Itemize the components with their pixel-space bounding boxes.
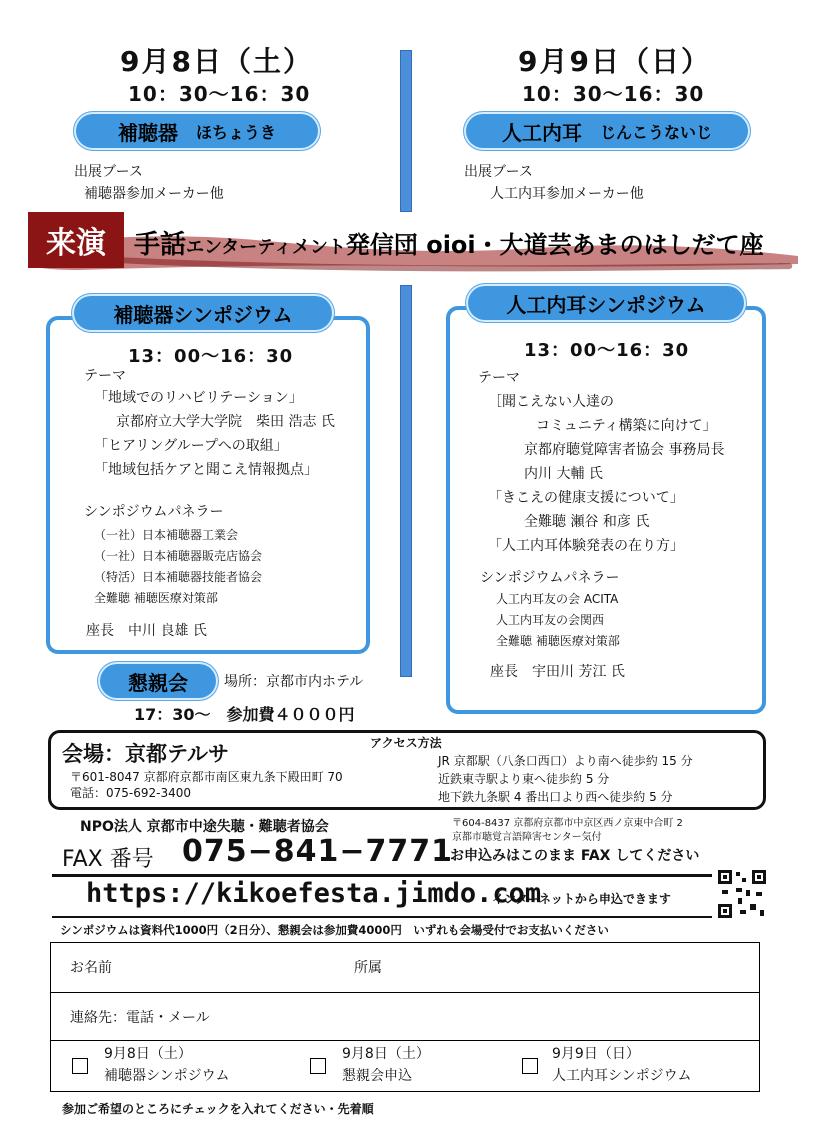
option-3-date: 9月9日（日） — [552, 1046, 640, 1062]
sym2-line-2: コミュニティ構築に向けて」 — [536, 418, 717, 434]
contact-field[interactable] — [50, 992, 760, 1040]
sym2-panelist-2: 人工内耳友の会関西 — [496, 613, 605, 627]
org-addr-2: 京都市聴覚言語障害センター気付 — [452, 832, 602, 843]
day1-booth-label: 出展ブース — [74, 164, 143, 180]
name-field[interactable] — [50, 942, 760, 992]
venue-name: 会場：京都テルサ — [62, 742, 229, 766]
sym2-panelist-1: 人工内耳友の会 ACITA — [496, 592, 619, 606]
day2-booth-label: 出展ブース — [464, 164, 533, 180]
form-contact-label: 連絡先：電話・メール — [70, 1010, 210, 1026]
venue-phone: 電話：075-692-3400 — [70, 786, 192, 800]
url-underline — [52, 916, 712, 918]
website-url[interactable]: https://kikoefesta.jimdo.com — [86, 878, 542, 909]
day2-date: 9月9日（日） — [518, 45, 711, 78]
sym1-panelist-2: （一社）日本補聴器販売店協会 — [94, 549, 263, 563]
fee-note: シンポジウムは資料代1000円（2日分）、懇親会は参加費4000円 いずれも会場受付でお支払いください — [60, 923, 609, 937]
pill-cochlear-implant — [464, 112, 750, 150]
sym1-line-2: 京都府立大学大学院 柴田 浩志 氏 — [116, 414, 335, 430]
sym1-line-1: 「地域でのリハビリテーション」 — [94, 390, 303, 406]
banner-text — [134, 224, 764, 261]
checkbox-ci-symposium[interactable] — [522, 1058, 538, 1074]
fax-number: 075−841−7771 — [182, 834, 454, 869]
pill-hearing-aid-main: 補聴器 — [117, 120, 178, 145]
banner-text-small: エンターティメント — [186, 237, 346, 258]
option-1-date: 9月8日（土） — [104, 1046, 192, 1062]
access-title: アクセス方法 — [370, 736, 442, 750]
fax-note: お申込みはこのまま FAX してください — [450, 848, 700, 864]
sym1-chair: 座長 中川 良雄 氏 — [86, 623, 207, 639]
sym1-title-pill — [72, 294, 334, 332]
sym1-panelist-3: （特活）日本補聴器技能者協会 — [94, 570, 263, 584]
banner-text-big2: 発信団 oioi・大道芸あまのはしだて座 — [345, 231, 764, 259]
sym1-panelist-1: （一社）日本補聴器工業会 — [94, 528, 239, 542]
sym2-line-6: 全難聴 瀬谷 和彦 氏 — [524, 514, 650, 530]
sym1-title: 補聴器シンポジウム — [113, 302, 293, 327]
access-line-2: 近鉄東寺駅より東へ徒歩約 5 分 — [438, 772, 610, 786]
banner-text-big1: 手話 — [134, 230, 187, 260]
pill-ci-sub: じんこうないじ — [599, 122, 712, 142]
day2-time: 10：30〜16：30 — [522, 82, 705, 106]
checkbox-hearing-aid-symposium[interactable] — [72, 1058, 88, 1074]
fax-label: FAX 番号 — [62, 847, 154, 872]
pill-ci-main: 人工内耳 — [501, 120, 582, 145]
access-line-1: JR 京都駅（八条口西口）より南へ徒歩約 15 分 — [438, 754, 693, 768]
sym2-line-4: 内川 大輔 氏 — [524, 466, 603, 482]
party-pill-label: 懇親会 — [128, 670, 188, 695]
form-footer: 参加ご希望のところにチェックを入れてください・先着順 — [62, 1102, 374, 1116]
sym1-theme-label: テーマ — [84, 368, 126, 384]
pill-hearing-aid-sub: ほちょうき — [195, 122, 276, 142]
party-place: 場所：京都市内ホテル — [224, 674, 364, 690]
sym1-line-3: 「ヒアリングループへの取組」 — [94, 438, 288, 454]
sym2-line-5: 「きこえの健康支援について」 — [488, 490, 684, 506]
sym2-chair: 座長 宇田川 芳江 氏 — [490, 664, 625, 680]
divider-bar-bottom — [400, 285, 412, 677]
sym1-panelist-4: 全難聴 補聴医療対策部 — [94, 591, 218, 605]
banner-stamp: 来演 — [28, 212, 124, 268]
fax-underline — [52, 874, 712, 877]
sym2-theme-label: テーマ — [478, 370, 520, 386]
sym2-line-3: 京都府聴覚障害者協会 事務局長 — [524, 442, 725, 458]
sym2-line-7: 「人工内耳体験発表の在り方」 — [488, 538, 684, 554]
sym2-panel-label: シンポジウムパネラー — [480, 570, 620, 586]
checkbox-party[interactable] — [310, 1058, 326, 1074]
website-note: インターネットから申込できます — [492, 892, 671, 906]
sym2-panelist-3: 全難聴 補聴医療対策部 — [496, 634, 620, 648]
option-3-label: 人工内耳シンポジウム — [552, 1068, 692, 1084]
option-1-label: 補聴器シンポジウム — [104, 1068, 230, 1084]
party-pill — [98, 662, 218, 700]
party-time-fee: 17：30〜 参加費４０００円 — [134, 705, 355, 724]
day2-booth-detail: 人工内耳参加メーカー他 — [490, 186, 644, 202]
sym1-line-4: 「地域包括ケアと聞こえ情報拠点」 — [94, 462, 318, 478]
sym2-title-pill — [466, 284, 746, 322]
day1-time: 10：30〜16：30 — [128, 82, 311, 106]
form-name-label: お名前 — [70, 960, 112, 976]
org-name: NPO法人 京都市中途失聴・難聴者協会 — [80, 819, 329, 835]
sym1-panel-label: シンポジウムパネラー — [84, 504, 224, 520]
sym2-line-1: ［聞こえない人達の — [488, 394, 614, 410]
pill-hearing-aid — [74, 112, 320, 150]
sym2-title: 人工内耳シンポジウム — [506, 292, 706, 317]
access-line-3: 地下鉄九条駅 4 番出口より西へ徒歩約 5 分 — [438, 790, 673, 804]
divider-bar-top — [400, 50, 412, 212]
sym1-time: 13：00〜16：30 — [128, 346, 294, 367]
day1-booth-detail: 補聴器参加メーカー他 — [84, 186, 224, 202]
venue-address: 〒601-8047 京都府京都市南区東九条下殿田町 70 — [70, 770, 343, 784]
qr-code-icon — [716, 868, 768, 920]
option-2-label: 懇親会申込 — [342, 1068, 412, 1084]
form-affil-label: 所属 — [354, 960, 382, 976]
option-2-date: 9月8日（土） — [342, 1046, 430, 1062]
sym2-time: 13：00〜16：30 — [524, 340, 690, 361]
day1-date: 9月8日（土） — [120, 45, 313, 78]
org-addr-1: 〒604-8437 京都府京都市中京区西ノ京東中合町 2 — [452, 818, 683, 829]
